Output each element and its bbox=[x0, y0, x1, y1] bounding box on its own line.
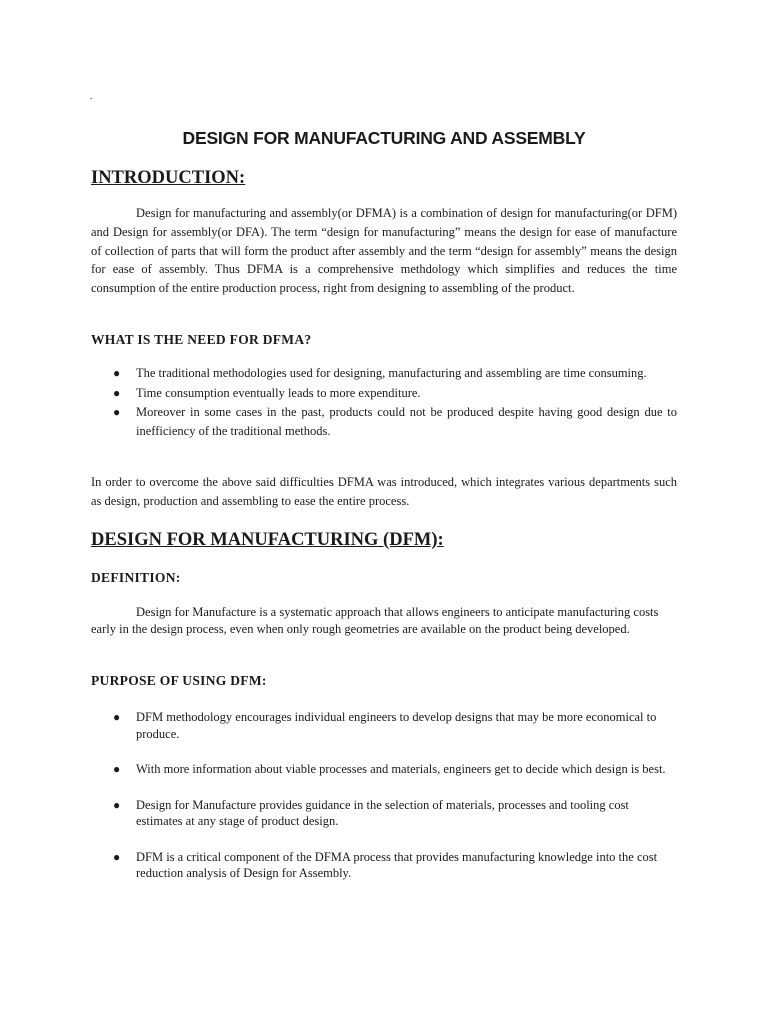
bullet-icon: ● bbox=[113, 366, 121, 380]
list-item: ● Design for Manufacture provides guidance in the selection of materials, processes and tooling cost estimates at any stage of product design. bbox=[113, 797, 629, 828]
definition-heading: DEFINITION: bbox=[91, 570, 181, 585]
definition-paragraph: Design for Manufacture is a systematic approach that allows engineers to anticipate manufacturing costs early in the design process, even when only rough geometries are available on the product being developed. bbox=[91, 605, 659, 636]
list-item: ● DFM is a critical component of the DFMA process that provides manufacturing knowledge into the cost reduction analysis of Design for Assembly. bbox=[113, 849, 658, 880]
document-title: DESIGN FOR MANUFACTURING AND ASSEMBLY bbox=[182, 128, 586, 148]
list-item: ● With more information about viable processes and materials, engineers get to decide which design is best. bbox=[113, 762, 666, 776]
list-item: ● DFM methodology encourages individual engineers to develop designs that may be more economical to produce. bbox=[113, 710, 657, 741]
bullet-icon: ● bbox=[113, 849, 121, 864]
need-heading: WHAT IS THE NEED FOR DFMA? bbox=[91, 332, 312, 347]
bullet-icon: ● bbox=[113, 797, 121, 812]
bullet-icon: ● bbox=[113, 762, 121, 776]
dfm-heading: DESIGN FOR MANUFACTURING (DFM): bbox=[91, 530, 444, 550]
bullet-icon: ● bbox=[113, 385, 121, 400]
introduction-heading: INTRODUCTION: bbox=[91, 168, 246, 188]
purpose-list bbox=[91, 709, 677, 901]
need-list bbox=[91, 364, 677, 441]
bullet-icon: ● bbox=[113, 710, 121, 724]
list-item: ● The traditional methodologies used for designing, manufacturing and assembling are time consuming. bbox=[91, 364, 677, 383]
purpose-heading: PURPOSE OF USING DFM: bbox=[91, 673, 267, 688]
page-marker: . bbox=[90, 91, 93, 101]
bullet-icon: ● bbox=[113, 405, 121, 419]
list-item: ● Time consumption eventually leads to more expenditure. bbox=[91, 384, 677, 403]
introduction-paragraph: Design for manufacturing and assembly(or DFMA) is a combination of design for manufacturing(or DFM) and Design for assembly(or DFA). The term “design for manufacturing” means the design for ease of manufacture of collection of parts that will form the product after assembly and the term “design for assembly” means the design for ease of assembly. Thus DFMA is a comprehensive methdology which simplifies and reduces the time consumption of the entire production process, right from designing to assembling of the product. bbox=[91, 206, 677, 296]
need-conclusion: In order to overcome the above said difficulties DFMA was introduced, which integrates various departments such as design, production and assembling to ease the entire process. bbox=[91, 475, 677, 508]
list-item: ● Moreover in some cases in the past, products could not be produced despite having good design due to inefficiency of the traditional methods. bbox=[113, 405, 677, 438]
